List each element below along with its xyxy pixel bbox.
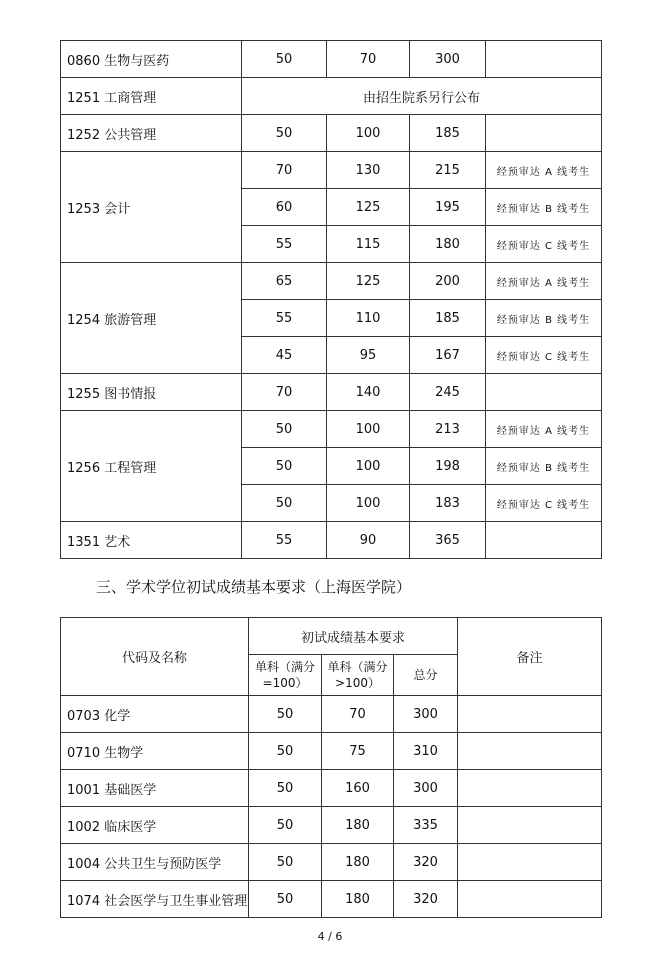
- table-row: [61, 844, 602, 881]
- total-score-cell: 183: [410, 485, 486, 522]
- table-row: [61, 881, 602, 918]
- single-subject-over-100-cell: 95: [327, 337, 410, 374]
- remark-cell: [458, 733, 602, 770]
- remark-cell: [486, 41, 602, 78]
- program-name-cell: 1074 社会医学与卫生事业管理: [61, 881, 249, 918]
- remark-cell: [458, 696, 602, 733]
- total-score-cell: 180: [410, 226, 486, 263]
- single-subject-100-cell: 50: [249, 844, 322, 881]
- single-subject-100-cell: 50: [249, 733, 322, 770]
- table-row: [61, 696, 602, 733]
- remark-cell: 经预审达 A 线考生: [486, 411, 602, 448]
- total-score-cell: 320: [394, 844, 458, 881]
- single-subject-100-cell: 50: [242, 41, 327, 78]
- merged-note-cell: 由招生院系另行公布: [242, 78, 602, 115]
- single-subject-100-cell: 50: [242, 448, 327, 485]
- single-subject-100-cell: 50: [249, 770, 322, 807]
- single-subject-over-100-cell: 70: [322, 696, 394, 733]
- remark-cell: 经预审达 C 线考生: [486, 485, 602, 522]
- remark-cell: [458, 844, 602, 881]
- program-name-cell: 0703 化学: [61, 696, 249, 733]
- remark-cell: [458, 881, 602, 918]
- single-subject-100-cell: 45: [242, 337, 327, 374]
- academic-degree-score-table: [60, 617, 602, 918]
- single-subject-over-100-cell: 75: [322, 733, 394, 770]
- total-score-cell: 167: [410, 337, 486, 374]
- program-name-cell: 0860 生物与医药: [61, 41, 242, 78]
- page-number: 4 / 6: [317, 930, 343, 943]
- single-subject-100-cell: 50: [242, 411, 327, 448]
- table-row: [61, 374, 602, 411]
- total-score-cell: 335: [394, 807, 458, 844]
- single-subject-over-100-cell: 180: [322, 881, 394, 918]
- single-subject-over-100-cell: 90: [327, 522, 410, 559]
- single-subject-100-cell: 50: [249, 807, 322, 844]
- single-subject-100-cell: 50: [249, 881, 322, 918]
- program-name-cell: 1001 基础医学: [61, 770, 249, 807]
- program-name-cell: 1252 公共管理: [61, 115, 242, 152]
- single-subject-over-100-cell: 100: [327, 411, 410, 448]
- table-row: [61, 152, 602, 189]
- table-row: [61, 807, 602, 844]
- remark-cell: [486, 115, 602, 152]
- table-row: [61, 263, 602, 300]
- header-remarks: 备注: [458, 618, 602, 696]
- single-subject-100-cell: 65: [242, 263, 327, 300]
- single-subject-100-cell: 70: [242, 152, 327, 189]
- single-subject-over-100-cell: 100: [327, 115, 410, 152]
- header-total-score: 总分: [394, 655, 458, 696]
- total-score-cell: 365: [410, 522, 486, 559]
- total-score-cell: 215: [410, 152, 486, 189]
- program-name-cell: 1255 图书情报: [61, 374, 242, 411]
- single-subject-100-cell: 50: [242, 115, 327, 152]
- program-name-cell: 1251 工商管理: [61, 78, 242, 115]
- single-subject-over-100-cell: 125: [327, 189, 410, 226]
- program-name-cell: 1004 公共卫生与预防医学: [61, 844, 249, 881]
- single-subject-over-100-cell: 130: [327, 152, 410, 189]
- single-subject-over-100-cell: 70: [327, 41, 410, 78]
- remark-cell: [458, 770, 602, 807]
- total-score-cell: 320: [394, 881, 458, 918]
- total-score-cell: 195: [410, 189, 486, 226]
- program-name-cell: 1253 会计: [61, 152, 242, 263]
- table-row: [61, 411, 602, 448]
- total-score-cell: 300: [394, 770, 458, 807]
- table-row: [61, 78, 602, 115]
- remark-cell: 经预审达 C 线考生: [486, 337, 602, 374]
- total-score-cell: 198: [410, 448, 486, 485]
- section-heading: 三、学术学位初试成绩基本要求（上海医学院）: [96, 578, 412, 596]
- total-score-cell: 310: [394, 733, 458, 770]
- header-code-name: 代码及名称: [61, 618, 249, 696]
- single-subject-over-100-cell: 125: [327, 263, 410, 300]
- remark-cell: 经预审达 A 线考生: [486, 263, 602, 300]
- remark-cell: [486, 374, 602, 411]
- table-row: [61, 733, 602, 770]
- single-subject-100-cell: 70: [242, 374, 327, 411]
- remark-cell: [458, 807, 602, 844]
- header-single-subject-over-100: 单科（满分>100）: [322, 655, 394, 696]
- total-score-cell: 213: [410, 411, 486, 448]
- single-subject-100-cell: 50: [242, 485, 327, 522]
- program-name-cell: 1351 艺术: [61, 522, 242, 559]
- remark-cell: [486, 522, 602, 559]
- single-subject-over-100-cell: 140: [327, 374, 410, 411]
- total-score-cell: 185: [410, 300, 486, 337]
- header-single-subject-100: 单科（满分=100）: [249, 655, 322, 696]
- single-subject-over-100-cell: 115: [327, 226, 410, 263]
- single-subject-100-cell: 60: [242, 189, 327, 226]
- single-subject-over-100-cell: 110: [327, 300, 410, 337]
- total-score-cell: 300: [410, 41, 486, 78]
- table-row: [61, 770, 602, 807]
- single-subject-over-100-cell: 180: [322, 844, 394, 881]
- single-subject-over-100-cell: 100: [327, 485, 410, 522]
- program-name-cell: 0710 生物学: [61, 733, 249, 770]
- total-score-cell: 185: [410, 115, 486, 152]
- remark-cell: 经预审达 B 线考生: [486, 189, 602, 226]
- single-subject-100-cell: 55: [242, 226, 327, 263]
- program-name-cell: 1256 工程管理: [61, 411, 242, 522]
- single-subject-over-100-cell: 100: [327, 448, 410, 485]
- program-name-cell: 1002 临床医学: [61, 807, 249, 844]
- program-name-cell: 1254 旅游管理: [61, 263, 242, 374]
- single-subject-100-cell: 50: [249, 696, 322, 733]
- table-row: [61, 41, 602, 78]
- single-subject-over-100-cell: 160: [322, 770, 394, 807]
- admission-score-table-part1: [60, 40, 602, 559]
- header-requirements: 初试成绩基本要求: [249, 618, 458, 655]
- single-subject-100-cell: 55: [242, 522, 327, 559]
- remark-cell: 经预审达 B 线考生: [486, 448, 602, 485]
- total-score-cell: 245: [410, 374, 486, 411]
- total-score-cell: 200: [410, 263, 486, 300]
- remark-cell: 经预审达 C 线考生: [486, 226, 602, 263]
- single-subject-over-100-cell: 180: [322, 807, 394, 844]
- remark-cell: 经预审达 A 线考生: [486, 152, 602, 189]
- table-row: [61, 115, 602, 152]
- total-score-cell: 300: [394, 696, 458, 733]
- table-row: [61, 522, 602, 559]
- remark-cell: 经预审达 B 线考生: [486, 300, 602, 337]
- single-subject-100-cell: 55: [242, 300, 327, 337]
